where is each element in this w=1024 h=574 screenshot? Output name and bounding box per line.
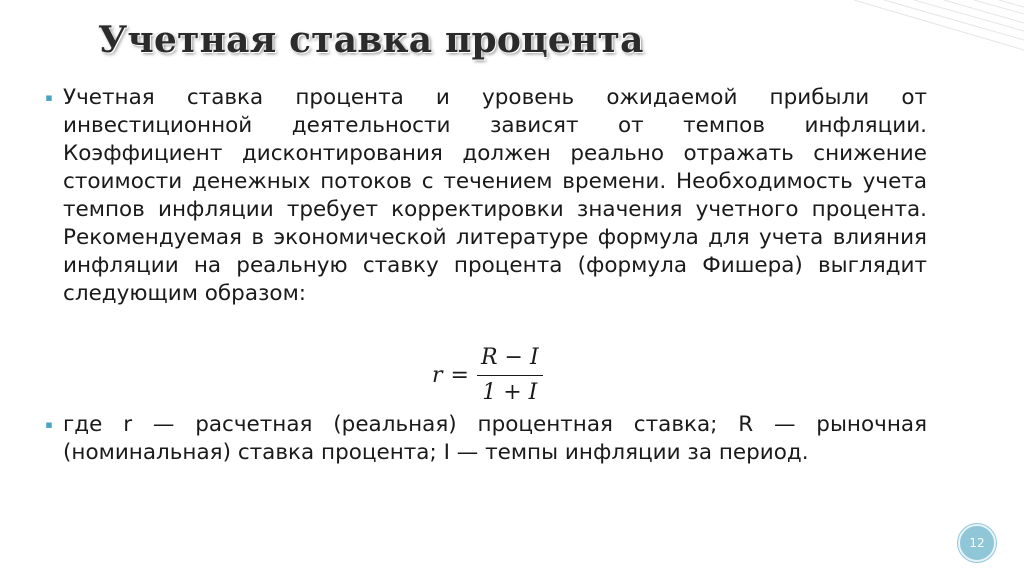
page-number-badge: 12 <box>958 524 996 562</box>
corner-decoration <box>824 0 1024 60</box>
bullet-icon: ▪ <box>45 91 53 104</box>
fisher-formula <box>432 340 543 410</box>
paragraph-definitions: где r — расчетная (реальная) процентная ставка; R — рыночная (номинальная) ставка процента; I — темпы инфляции за период. <box>63 412 927 465</box>
formula-fraction <box>477 344 543 407</box>
formula-denominator: 1 + I <box>482 379 538 405</box>
formula-lhs: r <box>432 362 443 388</box>
bullet-icon: ▪ <box>45 418 53 431</box>
paragraph-intro: Учетная ставка процента и уровень ожидаемой прибыли от инвестиционной деятельности зависят от темпов инфляции. Коэффициент дисконтирования должен реально отражать снижение стоимости денежных потоков с течением времени. Необходимость учета темпов инфляции требует корректировки значения учетного процента. Рекомендуемая в экономической литературе формула для учета влияния инфляции на реальную ставку процента (формула Фишера) выглядит следующим образом: <box>63 85 927 306</box>
slide-title: Учетная ставка процента <box>98 19 644 61</box>
formula-numerator: R − I <box>477 344 543 376</box>
formula-equals: = <box>450 362 469 388</box>
